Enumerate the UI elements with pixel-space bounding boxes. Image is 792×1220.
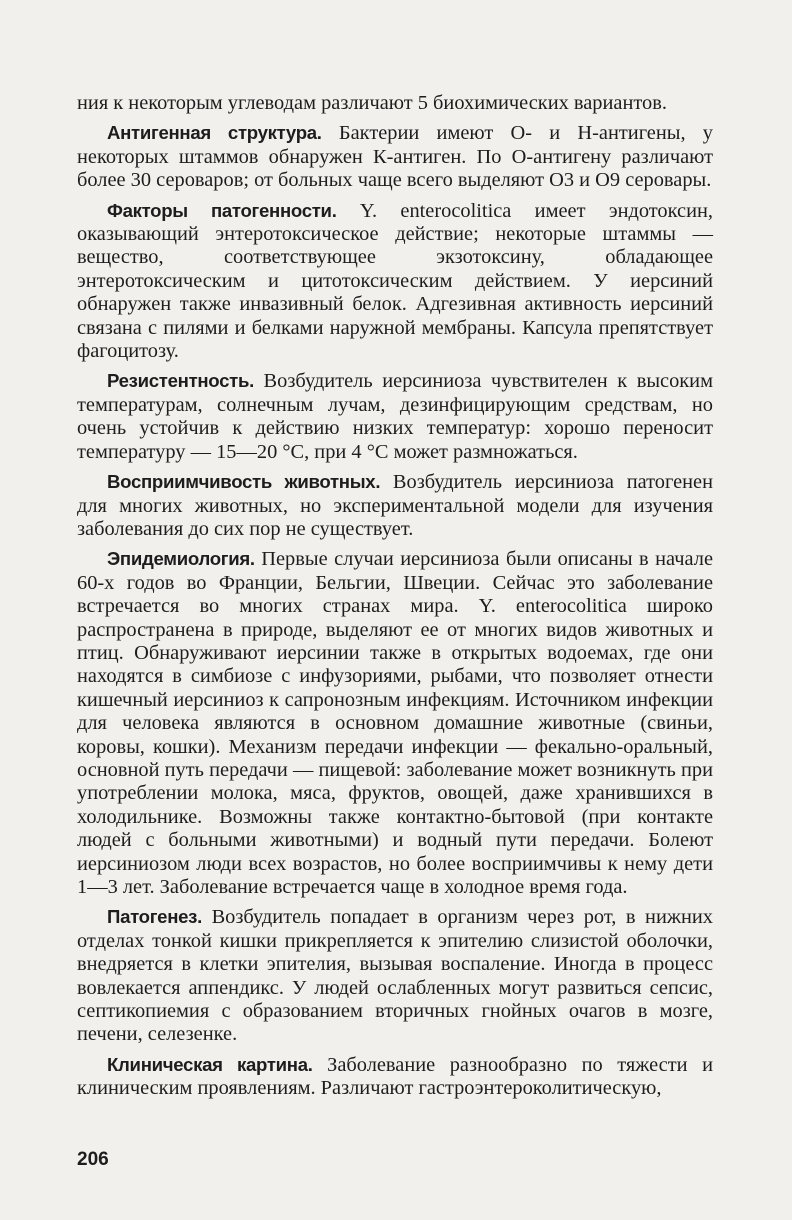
paragraph-body: Y. enterocolitica имеет эндотоксин, оказывающий энтеротоксическое действие; некоторые штаммы — вещество, соответствующее экзотоксину, обладающее энтеротоксическим и цитотоксическим действием. У иерсиний обнаружен также инвазивный белок. Адгезивная активность иерсиний связана с пилями и белками наружной мембраны. Капсула препятствует фагоцитозу. xyxy=(77,199,713,363)
paragraph-body: Возбудитель иерсиниоза чувствителен к высоким температурам, солнечным лучам, дезинфицирующим средствам, но очень устойчив к действию низких температур: хорошо переносит температуру — 15—20 °С, при 4 °С может размножаться. xyxy=(77,370,713,463)
paragraph-animal-susceptibility xyxy=(77,470,713,541)
paragraph-pathogenicity-factors xyxy=(77,199,713,364)
paragraph-body: Возбудитель попадает в организм через рот, в нижних отделах тонкой кишки прикрепляется к эпителию слизистой оболочки, внедряется в клетки эпителия, вызывая воспаление. Иногда в процесс вовлекается аппендикс. У людей ослабленных могут развиться сепсис, септикопиемия с образованием вторичных гнойных очагов в мозге, печени, селезенке. xyxy=(77,906,713,1046)
paragraph-heading: Патогенез. xyxy=(107,906,202,928)
paragraph-intro xyxy=(77,92,713,115)
paragraph-antigenic-structure xyxy=(77,121,713,192)
paragraph-body: Первые случаи иерсиниоза были описаны в начале 60-х годов во Франции, Бельгии, Швеции. Сейчас это заболевание встречается во многих странах мира. Y. enterocolitica широко распространена в природе, выделяют ее от многих видов животных и птиц. Обнаруживают иерсинии также в открытых водоемах, где они находятся в симбиозе с инфузориями, рыбами, что позволяет отнести кишечный иерсиниоз к сапронозным инфекциям. Источником инфекции для человека являются в основном домашние животные (свиньи, коровы, кошки). Механизм передачи инфекции — фекально-оральный, основной путь передачи — пищевой: заболевание может возникнуть при употреблении молока, мяса, фруктов, овощей, даже хранившихся в холодильнике. Возможны также контактно-бытовой (при контакте людей с больными животными) и водный пути передачи. Болеют иерсиниозом люди всех возрастов, но более восприимчивы к нему дети 1—3 лет. Заболевание встречается чаще в холодное время года. xyxy=(77,548,713,898)
paragraph-heading: Восприимчивость животных. xyxy=(107,471,381,493)
paragraph-heading: Факторы патогенности. xyxy=(107,199,337,221)
paragraph-body: ния к некоторым углеводам различают 5 биохимических вариантов. xyxy=(77,92,667,114)
text-body xyxy=(77,92,713,1107)
paragraph-epidemiology xyxy=(77,547,713,899)
paragraph-clinical-picture xyxy=(77,1053,713,1101)
paragraph-heading: Антигенная структура. xyxy=(107,122,322,144)
paragraph-heading: Резистентность. xyxy=(107,370,254,392)
paragraph-resistance xyxy=(77,369,713,464)
page-number: 206 xyxy=(77,1149,109,1170)
paragraph-pathogenesis xyxy=(77,905,713,1046)
paragraph-body: Заболевание разнообразно по тяжести и клиническим проявлениям. Различают гастроэнтероколитическую, xyxy=(77,1053,713,1100)
paragraph-body: Бактерии имеют О- и Н-антигены, у некоторых штаммов обнаружен К-антиген. По О-антигену различают более 30 сероваров; от больных чаще всего выделяют О3 и О9 серовары. xyxy=(77,122,714,192)
paragraph-heading: Клиническая картина. xyxy=(107,1053,313,1075)
paragraph-body: Возбудитель иерсиниоза патогенен для многих животных, но экспериментальной модели для изучения заболевания до сих пор не существует. xyxy=(77,471,713,540)
paragraph-heading: Эпидемиология. xyxy=(107,548,255,570)
